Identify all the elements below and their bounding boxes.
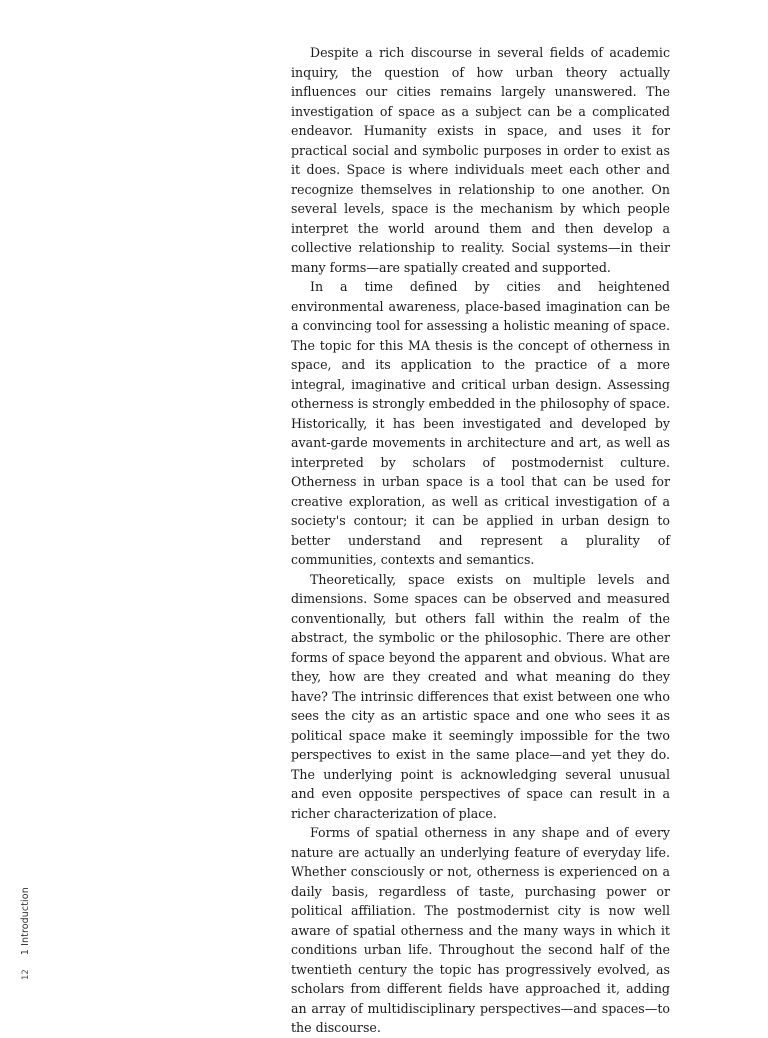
chapter-label: 1 Introduction: [20, 887, 31, 956]
paragraph: Forms of spatial otherness in any shape and of every nature are actually an underlying feature of everyday life. Whether consciously or not, otherness is experienced on a daily basis, regardless of taste, purchasing power or political affiliation. The postmodernist city is now well aware of spatial otherness and the many ways in which it conditions urban life. Throughout the second half of the twentieth century the topic has progressively evolved, as scholars from different fields have approached it, adding an array of multidisciplinary perspectives—and spaces—to the discourse.: [291, 825, 670, 1035]
page-number: 12: [21, 969, 31, 980]
running-footer: [15, 880, 35, 980]
body-text: [291, 43, 670, 1038]
paragraph: In a time defined by cities and heightened environmental awareness, place-based imagination can be a convincing tool for assessing a holistic meaning of space. The topic for this MA thesis is the concept of otherness in space, and its application to the practice of a more integral, imaginative and critical urban design. Assessing otherness is strongly embedded in the philosophy of space. Historically, it has been investigated and developed by avant-garde movements in architecture and art, as well as interpreted by scholars of postmodernist culture. Otherness in urban space is a tool that can be used for creative exploration, as well as critical investigation of a society's contour; it can be applied in urban design to better understand and represent a plurality of communities, contexts and semantics.: [291, 279, 670, 567]
paragraph: Despite a rich discourse in several fields of academic inquiry, the question of how urban theory actually influences our cities remains largely unanswered. The investigation of space as a subject can be a complicated endeavor. Humanity exists in space, and uses it for practical social and symbolic purposes in order to exist as it does. Space is where individuals meet each other and recognize themselves in relationship to one another. On several levels, space is the mechanism by which people interpret the world around them and then develop a collective relationship to reality. Social systems—in their many forms—are spatially created and supported.: [291, 45, 670, 275]
paragraph: Theoretically, space exists on multiple levels and dimensions. Some spaces can be observed and measured conventionally, but others fall within the realm of the abstract, the symbolic or the philosophic. There are other forms of space beyond the apparent and obvious. What are they, how are they created and what meaning do they have? The intrinsic differences that exist between one who sees the city as an artistic space and one who sees it as political space make it seemingly impossible for the two perspectives to exist in the same place—and yet they do. The underlying point is acknowledging several unusual and even opposite perspectives of space can result in a richer characterization of place.: [291, 571, 670, 821]
